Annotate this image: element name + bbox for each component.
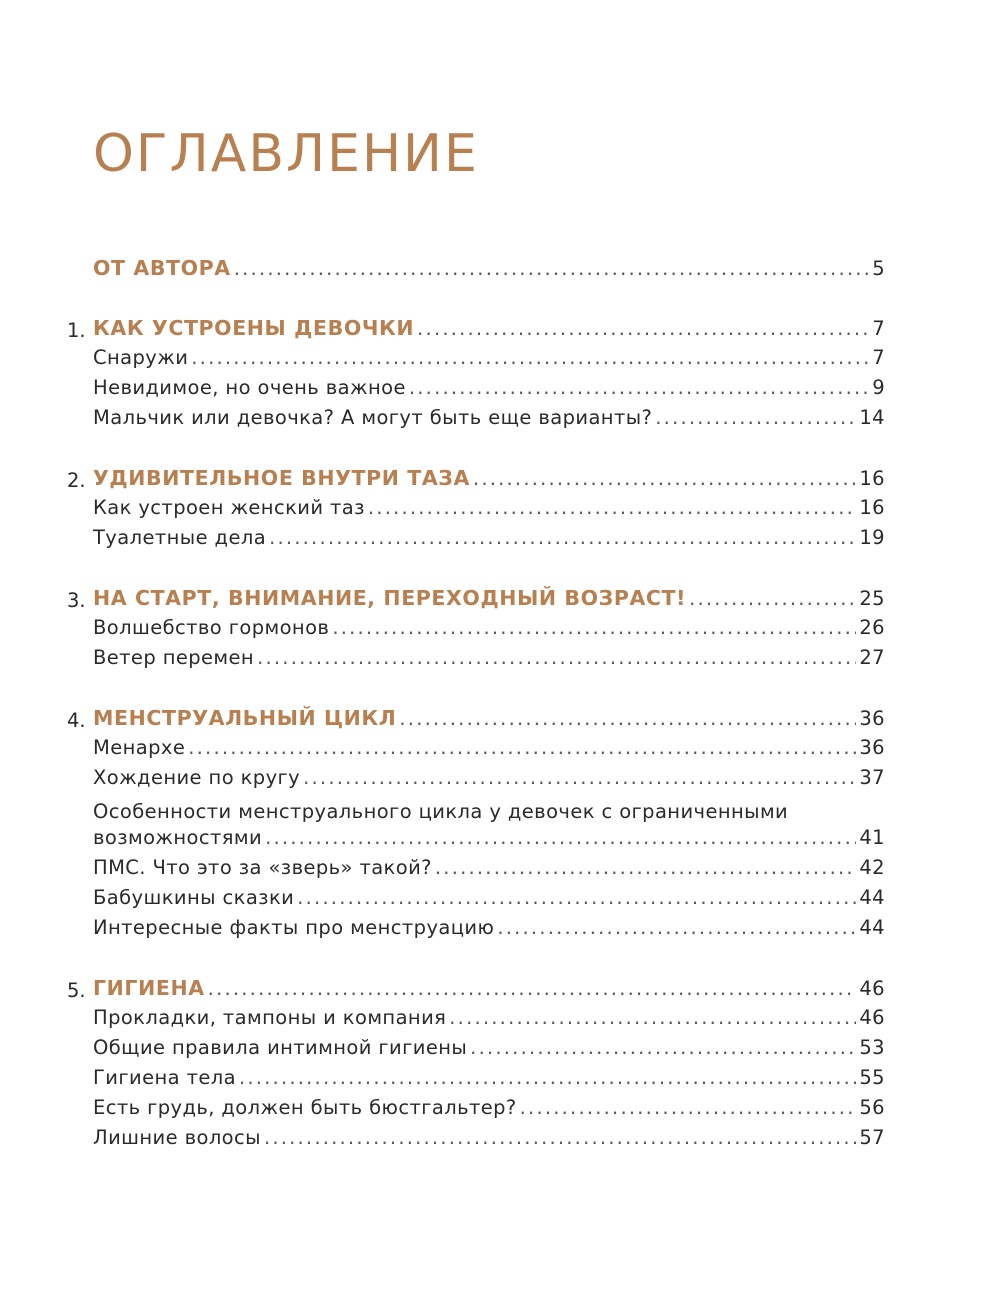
- toc-section[interactable]: [93, 856, 885, 886]
- chapter-number: 4.: [67, 709, 86, 732]
- toc-entry-label: ОТ АВТОРА: [93, 256, 231, 280]
- toc-section[interactable]: [93, 736, 885, 766]
- toc-section[interactable]: [93, 766, 885, 796]
- toc-page-number: 16: [859, 496, 885, 519]
- toc-page-number: 46: [859, 977, 885, 1000]
- toc-section-label: Менархе: [93, 736, 186, 759]
- chapter-number: 3.: [67, 589, 86, 612]
- dot-leader: [473, 467, 856, 490]
- toc-page-number: 5: [872, 257, 885, 280]
- toc-page-number: 7: [872, 346, 885, 369]
- dot-leader: [399, 707, 856, 730]
- toc-page-number: 36: [859, 707, 885, 730]
- toc-section-label: Прокладки, тампоны и компания: [93, 1006, 447, 1029]
- dot-leader: [368, 496, 856, 519]
- toc-page-number: 7: [872, 317, 885, 340]
- toc-section[interactable]: [93, 1066, 885, 1096]
- toc-page-number: 55: [859, 1066, 885, 1089]
- toc-page-number: 44: [859, 916, 885, 939]
- toc-page-number: 27: [859, 646, 885, 669]
- toc-page-number: 44: [859, 886, 885, 909]
- dot-leader: [239, 1066, 856, 1089]
- toc-section[interactable]: [93, 346, 885, 376]
- dot-leader: [689, 587, 856, 610]
- toc-page-number: 37: [859, 766, 885, 789]
- dot-leader: [265, 826, 856, 849]
- toc-section[interactable]: [93, 1006, 885, 1036]
- toc-chapter-1[interactable]: [93, 316, 885, 346]
- toc-section[interactable]: [93, 1096, 885, 1126]
- dot-leader: [234, 257, 869, 280]
- toc-chapter-label: УДИВИТЕЛЬНОЕ ВНУТРИ ТАЗА: [93, 466, 470, 490]
- toc-page-number: 56: [859, 1096, 885, 1119]
- toc-section-label: Гигиена тела: [93, 1066, 236, 1089]
- chapter-number: 2.: [67, 469, 86, 492]
- toc-section[interactable]: [93, 916, 885, 946]
- dot-leader: [449, 1006, 856, 1029]
- toc-section[interactable]: [93, 526, 885, 556]
- toc-section-label-line1[interactable]: Особенности менструального цикла у девочек с ограниченными: [93, 800, 789, 823]
- toc-page-number: 53: [859, 1036, 885, 1059]
- toc-page-number: 9: [872, 376, 885, 399]
- dot-leader: [257, 646, 856, 669]
- dot-leader: [435, 856, 856, 879]
- toc-page-number: 25: [859, 587, 885, 610]
- toc-section[interactable]: [93, 646, 885, 676]
- toc-chapter-3[interactable]: [93, 586, 885, 616]
- toc-page-number: 16: [859, 467, 885, 490]
- dot-leader: [520, 1096, 857, 1119]
- toc-section[interactable]: [93, 826, 885, 856]
- toc-page-number: 36: [859, 736, 885, 759]
- toc-section[interactable]: [93, 376, 885, 406]
- toc-section-label: возможностями: [93, 826, 263, 849]
- toc-section[interactable]: [93, 406, 885, 436]
- toc-page-number: 41: [859, 826, 885, 849]
- dot-leader: [208, 977, 857, 1000]
- dot-leader: [497, 916, 856, 939]
- toc-section-label: Интересные факты про менструацию: [93, 916, 495, 939]
- toc-section-label: Ветер перемен: [93, 646, 255, 669]
- toc-section-label: Лишние волосы: [93, 1126, 261, 1149]
- toc-page-number: 26: [859, 616, 885, 639]
- dot-leader: [264, 1126, 856, 1149]
- toc-page-number: 42: [859, 856, 885, 879]
- toc-chapter-5[interactable]: [93, 976, 885, 1006]
- dot-leader: [269, 526, 856, 549]
- toc-page-number: 46: [859, 1006, 885, 1029]
- dot-leader: [303, 766, 856, 789]
- toc-entry-intro[interactable]: [93, 256, 885, 286]
- toc-section-label: Невидимое, но очень важное: [93, 376, 406, 399]
- toc-section-label: Снаружи: [93, 346, 189, 369]
- toc-section[interactable]: [93, 1036, 885, 1066]
- dot-leader: [470, 1036, 856, 1059]
- dot-leader: [409, 376, 869, 399]
- toc-section-label: Бабушкины сказки: [93, 886, 295, 909]
- dot-leader: [191, 346, 869, 369]
- toc-section-label: Туалетные дела: [93, 526, 267, 549]
- toc-section-label: Волшебство гормонов: [93, 616, 330, 639]
- toc-section[interactable]: [93, 616, 885, 646]
- dot-leader: [332, 616, 856, 639]
- toc-chapter-label: МЕНСТРУАЛЬНЫЙ ЦИКЛ: [93, 706, 397, 730]
- chapter-number: 1.: [67, 319, 86, 342]
- toc-section[interactable]: [93, 496, 885, 526]
- toc-section-label: Мальчик или девочка? А могут быть еще варианты?: [93, 406, 653, 429]
- toc-section[interactable]: [93, 1126, 885, 1156]
- page-title: ОГЛАВЛЕНИЕ: [93, 124, 479, 184]
- toc-page-number: 19: [859, 526, 885, 549]
- toc-chapter-label: ГИГИЕНА: [93, 976, 205, 1000]
- chapter-number: 5.: [67, 979, 86, 1002]
- toc-section[interactable]: [93, 886, 885, 916]
- toc-page-number: 14: [859, 406, 885, 429]
- toc-section-label: Хождение по кругу: [93, 766, 301, 789]
- dot-leader: [188, 736, 856, 759]
- toc-section-label: Есть грудь, должен быть бюстгальтер?: [93, 1096, 517, 1119]
- toc-chapter-4[interactable]: [93, 706, 885, 736]
- toc-page-number: 57: [859, 1126, 885, 1149]
- toc-chapter-label: КАК УСТРОЕНЫ ДЕВОЧКИ: [93, 316, 415, 340]
- toc-section-label: Как устроен женский таз: [93, 496, 365, 519]
- toc-chapter-2[interactable]: [93, 466, 885, 496]
- dot-leader: [297, 886, 856, 909]
- dot-leader: [417, 317, 869, 340]
- toc-section-label: Общие правила интимной гигиены: [93, 1036, 468, 1059]
- dot-leader: [655, 406, 856, 429]
- toc-section-label: ПМС. Что это за «зверь» такой?: [93, 856, 432, 879]
- toc-chapter-label: НА СТАРТ, ВНИМАНИЕ, ПЕРЕХОДНЫЙ ВОЗРАСТ!: [93, 586, 687, 610]
